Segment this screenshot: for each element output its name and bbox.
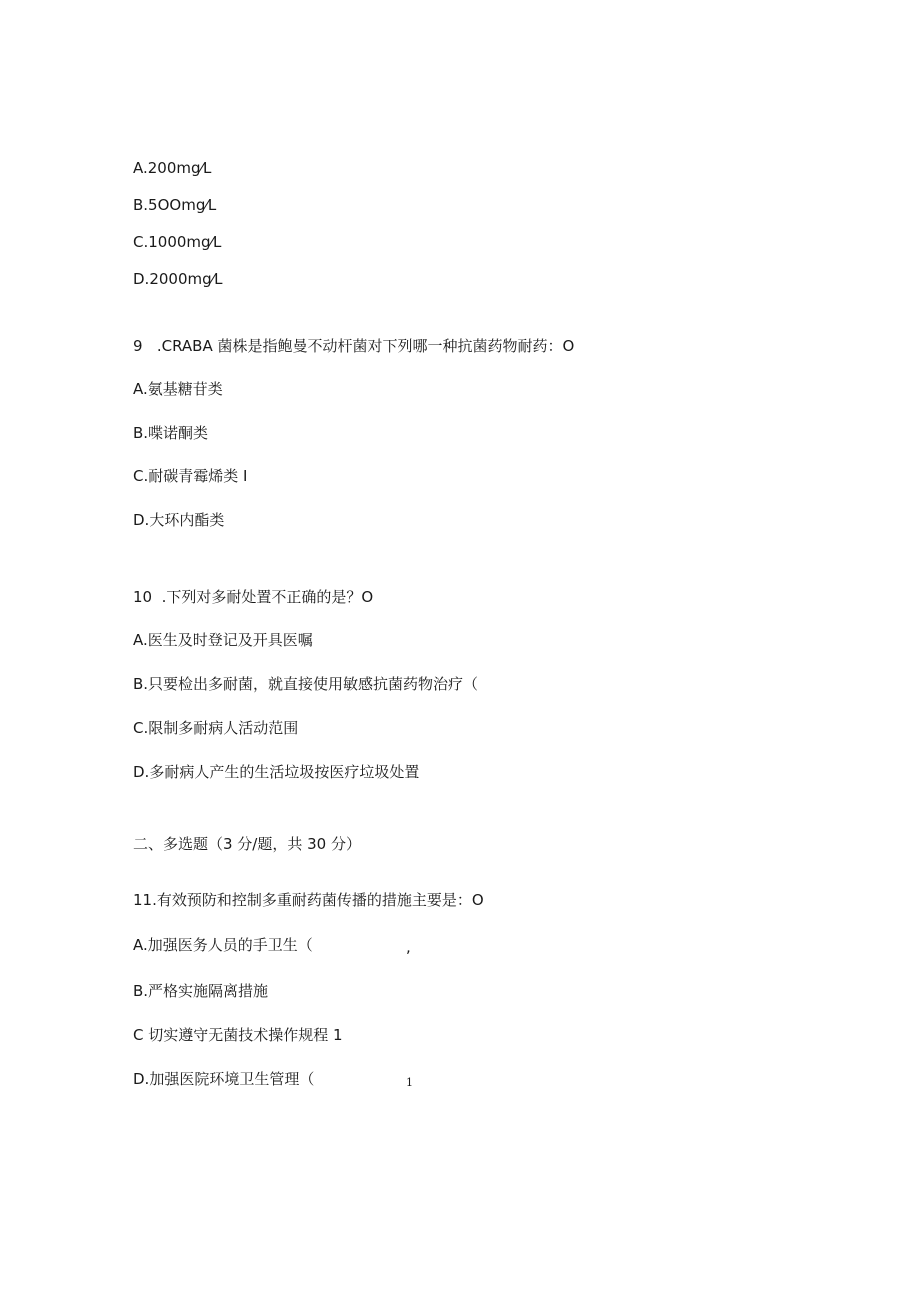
q11-option-d: D.加强医院环境卫生管理（ xyxy=(133,1070,315,1088)
q9-option-b: B.喋诺酮类 xyxy=(133,424,209,442)
q11-option-b: B.严格实施隔离措施 xyxy=(133,982,269,1000)
q9-option-d: D.大环内酯类 xyxy=(133,511,225,529)
q11-option-c: C 切实遵守无菌技术操作规程 1 xyxy=(133,1026,343,1044)
q9-option-c: C.耐碳青霉烯类 I xyxy=(133,467,248,485)
q11-option-a-mark: , xyxy=(406,938,411,956)
q10-option-d: D.多耐病人产生的生活垃圾按医疗垃圾处置 xyxy=(133,763,420,781)
q10-stem: 10 .下列对多耐处置不正确的是？O xyxy=(133,588,374,606)
q10-option-a: A.医生及时登记及开具医嘱 xyxy=(133,631,313,649)
section-multiple-choice-title: 二、多选题（3 分/题，共 30 分） xyxy=(133,835,361,853)
q9-stem: 9 .CRABA 菌株是指鲍曼不动杆菌对下列哪一种抗菌药物耐药：O xyxy=(133,337,575,355)
q8-option-b: B.5OOmg⁄L xyxy=(133,196,217,214)
q10-option-b: B.只要检出多耐菌，就直接使用敏感抗菌药物治疗（ xyxy=(133,675,479,693)
q8-option-c: C.1000mg⁄L xyxy=(133,233,222,251)
q11-option-a: A.加强医务人员的手卫生（ xyxy=(133,936,313,954)
q9-option-a: A.氨基糖苷类 xyxy=(133,380,223,398)
q8-option-a: A.200mg⁄L xyxy=(133,159,212,177)
q11-stem: 11.有效预防和控制多重耐药菌传播的措施主要是：O xyxy=(133,891,484,909)
q8-option-d: D.2000mg⁄L xyxy=(133,270,223,288)
q10-option-c: C.限制多耐病人活动范围 xyxy=(133,719,299,737)
q11-option-d-mark: 1 xyxy=(406,1076,413,1089)
